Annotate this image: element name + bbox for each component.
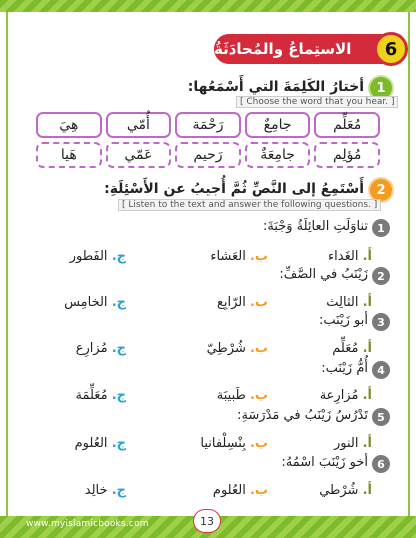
option-a-text: مُعَلِّم <box>332 341 359 356</box>
option-c[interactable] <box>70 249 126 264</box>
sub-question-text: تناوَلَتِ العائِلَةُ وَجْبَةَ: <box>262 219 368 234</box>
question-2-title: أَسْتَمِعُ إلى النَّصِّ ثُمَّ أُجيبُ عن الأَسْئِلَةِ: <box>104 181 364 197</box>
option-c-text: العُلوم <box>74 436 108 451</box>
option-b[interactable] <box>210 249 268 264</box>
option-a[interactable] <box>334 436 372 451</box>
option-a-label: أ. <box>362 249 372 264</box>
website-url: www.myislamicbooks.com <box>26 519 149 529</box>
option-b[interactable] <box>207 341 268 356</box>
option-b-label: ب. <box>249 341 268 356</box>
page-number: 13 <box>193 509 221 533</box>
word-cell[interactable]: هِيَ <box>36 112 102 138</box>
option-b-label: ب. <box>249 295 268 310</box>
option-a-text: الغَداء <box>328 249 359 264</box>
word-cell[interactable]: جامِعٌ <box>245 112 311 138</box>
option-c[interactable] <box>76 341 126 356</box>
option-b-text: طَبيبَة <box>216 388 246 403</box>
sub-question-text: أبو زَيْنَب: <box>318 313 368 328</box>
sub-question-badge: 3 <box>372 313 390 331</box>
option-c[interactable] <box>64 295 126 310</box>
option-a-text: شُرْطي <box>319 483 359 498</box>
question-1-title: أختارُ الكَلِمَةَ التي أَسْمَعُها: <box>187 79 364 95</box>
sub-question-text: زَيْنَبُ في الصَّفِّ: <box>279 267 368 282</box>
option-b[interactable] <box>217 388 268 403</box>
option-a-text: مُزارِعة <box>319 388 359 403</box>
option-c-text: مُزارِع <box>75 341 108 356</box>
option-c-label: ج. <box>111 295 126 310</box>
option-b[interactable] <box>213 483 268 498</box>
option-a-label: أ. <box>362 388 372 403</box>
option-a[interactable] <box>326 295 372 310</box>
option-a-label: أ. <box>362 341 372 356</box>
word-cell[interactable]: جامِعَةٌ <box>245 142 311 168</box>
option-c-text: خالِد <box>84 483 108 498</box>
option-c-text: الفَطور <box>69 249 108 264</box>
option-c-label: ج. <box>111 341 126 356</box>
option-a[interactable] <box>320 388 372 403</box>
option-b-text: بِنْسِلْفانيا <box>200 436 246 451</box>
option-a-text: النور <box>333 436 359 451</box>
word-cell[interactable]: عَمّي <box>106 142 172 168</box>
option-a[interactable] <box>319 483 372 498</box>
sub-question-badge: 1 <box>372 219 390 237</box>
option-b-label: ب. <box>249 436 268 451</box>
option-b[interactable] <box>217 295 268 310</box>
word-cell[interactable]: رَحْمَة <box>175 112 241 138</box>
option-c-text: مُعَلِّمَة <box>75 388 108 403</box>
word-cell[interactable]: أُمّي <box>106 112 172 138</box>
option-b-label: ب. <box>249 388 268 403</box>
sub-question-badge: 5 <box>372 408 390 426</box>
sub-question-text: أُمُّ زَيْنَب: <box>321 361 368 376</box>
sub-question-badge: 4 <box>372 361 390 379</box>
question-2-badge: 2 <box>370 179 392 201</box>
option-b-text: العَشاء <box>210 249 246 264</box>
word-cell[interactable]: مُؤلِم <box>314 142 380 168</box>
option-a[interactable] <box>332 341 372 356</box>
sub-question-badge: 2 <box>372 267 390 285</box>
word-cell[interactable]: مُعَلِّم <box>314 112 380 138</box>
word-choice-grid <box>36 112 380 168</box>
question-2-hint: [ Listen to the text and answer the following questions. ] <box>118 199 381 211</box>
word-cell[interactable]: رَحيم <box>175 142 241 168</box>
lesson-title: الاستِماعُ والمُحادَثَةُ <box>214 34 402 64</box>
option-c[interactable] <box>85 483 126 498</box>
word-cell[interactable]: هَيا <box>36 142 102 168</box>
option-b-text: الرّابِع <box>216 295 246 310</box>
option-c[interactable] <box>76 388 126 403</box>
option-c-label: ج. <box>111 388 126 403</box>
option-b[interactable] <box>200 436 268 451</box>
option-c-text: الخامِس <box>64 295 108 310</box>
question-1-hint: [ Choose the word that you hear. ] <box>236 96 398 108</box>
option-c-label: ج. <box>111 483 126 498</box>
sub-question-text: تَدْرُسُ زَيْنَبُ في مَدْرَسَةِ: <box>237 408 368 423</box>
option-b-text: شُرْطِيّ <box>206 341 246 356</box>
option-b-label: ب. <box>249 249 268 264</box>
lesson-number-badge: 6 <box>374 32 408 66</box>
question-1-badge: 1 <box>370 77 392 99</box>
option-a-label: أ. <box>362 436 372 451</box>
option-b-label: ب. <box>249 483 268 498</box>
option-a-label: أ. <box>362 295 372 310</box>
option-a[interactable] <box>328 249 372 264</box>
option-b-text: العُلوم <box>212 483 246 498</box>
sub-question-badge: 6 <box>372 455 390 473</box>
option-a-text: الثالِث <box>326 295 359 310</box>
option-c[interactable] <box>75 436 126 451</box>
option-a-label: أ. <box>362 483 372 498</box>
top-border-stripe <box>0 0 416 12</box>
option-c-label: ج. <box>111 249 126 264</box>
option-c-label: ج. <box>111 436 126 451</box>
sub-question-text: أخو زَيْنَبَ اسْمُهُ: <box>281 455 368 470</box>
